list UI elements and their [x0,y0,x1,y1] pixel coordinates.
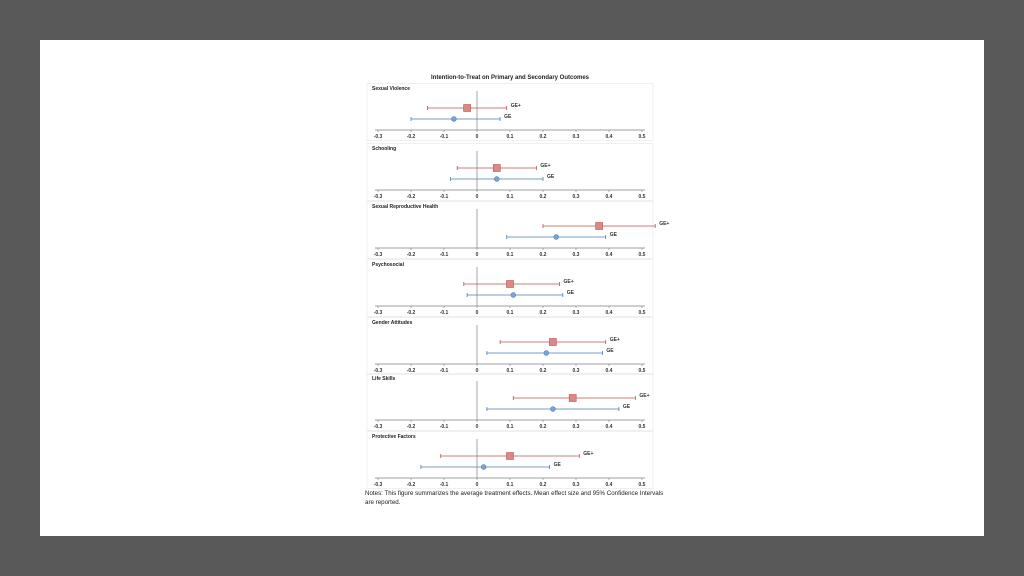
series-label: GE [553,462,561,468]
forest-plot-figure [365,73,670,513]
x-tick-label: -0.3 [373,134,383,140]
x-tick-label: 0.1 [506,134,514,140]
panel-life-skills [365,373,655,431]
x-tick-label: -0.1 [439,482,449,488]
x-tick-label: 0.2 [539,134,547,140]
panel-sexual-violence [365,83,655,141]
x-tick-label: -0.3 [373,424,383,430]
chart-title: Intention-to-Treat on Primary and Secondary Outcomes [430,75,590,81]
panel-psychosocial [365,259,655,317]
series-label: GE+ [659,221,670,227]
x-tick-label: 0.5 [638,310,646,316]
x-tick-label: 0 [475,252,479,258]
mean-marker-square [507,453,514,460]
panel-title: Life Skills [372,376,396,382]
mean-marker-circle [452,117,457,122]
series-label: GE [622,404,631,410]
x-tick-label: -0.1 [439,368,449,374]
x-tick-label: 0.5 [638,482,646,488]
x-tick-label: 0.5 [638,424,646,430]
panel-protective-factors [365,431,655,489]
mean-marker-circle [551,407,556,412]
x-tick-label: 0 [475,134,479,140]
x-tick-label: 0.4 [605,368,613,374]
mean-marker-square [569,395,576,402]
x-tick-label: 0.3 [572,368,580,374]
panel-gender-attitudes [365,317,655,375]
x-tick-label: 0.4 [605,194,613,200]
series-label: GE+ [639,393,650,399]
x-tick-label: -0.1 [439,310,449,316]
x-tick-label: 0.4 [605,482,613,488]
x-tick-label: 0.3 [572,310,580,316]
panel-title: Sexual Violence [372,86,410,92]
mean-marker-square [507,281,514,288]
x-tick-label: 0.2 [539,252,547,258]
panel-title: Protective Factors [372,434,416,440]
x-tick-label: 0 [475,482,479,488]
mean-marker-circle [494,177,499,182]
series-label: GE+ [609,337,620,343]
x-tick-label: 0.4 [605,134,613,140]
series-label: GE+ [563,279,574,285]
x-tick-label: 0 [475,310,479,316]
x-tick-label: 0.2 [539,194,547,200]
x-tick-label: -0.3 [373,252,383,258]
x-tick-label: -0.1 [439,424,449,430]
series-label: GE+ [540,163,551,169]
x-tick-label: 0.1 [506,424,514,430]
x-tick-label: 0.4 [605,310,613,316]
x-tick-label: 0.1 [506,482,514,488]
x-tick-label: -0.2 [406,134,416,140]
mean-marker-square [493,165,500,172]
series-label: GE [566,290,575,296]
x-tick-label: 0.5 [638,368,646,374]
x-tick-label: -0.3 [373,368,383,374]
series-label: GE [504,114,512,120]
x-tick-label: -0.3 [373,194,383,200]
x-tick-label: -0.2 [406,424,416,430]
x-tick-label: 0.1 [506,194,514,200]
x-tick-label: -0.2 [406,310,416,316]
x-tick-label: 0.1 [506,310,514,316]
x-tick-label: -0.1 [439,252,449,258]
x-tick-label: 0.3 [572,424,580,430]
x-tick-label: 0.2 [539,482,547,488]
x-tick-label: 0.2 [539,368,547,374]
x-tick-label: -0.2 [406,252,416,258]
panel-title: Gender Attitudes [372,320,413,326]
x-tick-label: -0.3 [373,310,383,316]
mean-marker-circle [554,235,559,240]
series-label: GE [547,174,555,180]
x-tick-label: -0.2 [406,482,416,488]
panel-svg [365,143,655,201]
x-tick-label: 0 [475,194,479,200]
mean-marker-circle [544,351,549,356]
series-label: GE [609,232,617,238]
panel-title: Schooling [372,146,397,152]
panel-schooling [365,143,655,201]
mean-marker-square [596,223,603,230]
panel-sexual-reproductive-health [365,201,670,259]
x-tick-label: 0.3 [572,482,580,488]
x-tick-label: 0.5 [638,134,646,140]
x-tick-label: -0.1 [439,194,449,200]
x-tick-label: 0.3 [572,194,580,200]
x-tick-label: 0.2 [539,424,547,430]
x-tick-label: 0.3 [572,134,580,140]
x-tick-label: 0.4 [605,252,613,258]
x-tick-label: 0.1 [506,252,514,258]
x-tick-label: -0.3 [373,482,383,488]
x-tick-label: 0 [475,424,479,430]
mean-marker-square [549,339,556,346]
x-tick-label: -0.2 [406,194,416,200]
panel-title: Psychosocial [372,262,404,268]
x-tick-label: 0.5 [638,194,646,200]
x-tick-label: -0.2 [406,368,416,374]
panel-svg [365,259,655,317]
panel-svg [365,373,655,431]
x-tick-label: 0.1 [506,368,514,374]
series-label: GE [606,348,614,354]
x-tick-label: 0 [475,368,479,374]
x-tick-label: 0.5 [638,252,646,258]
mean-marker-square [464,105,471,112]
series-label: GE+ [510,103,521,109]
x-tick-label: 0.4 [605,424,613,430]
x-tick-label: 0.2 [539,310,547,316]
figure-notes: Notes: This figure summarizes the average treatment effects. Mean effect size and 95% Confidence Intervals are reported. [365,490,664,506]
series-label: GE+ [583,451,594,457]
panel-title: Sexual Reproductive Health [372,204,439,210]
mean-marker-circle [481,465,486,470]
x-tick-label: -0.1 [439,134,449,140]
x-tick-label: 0.3 [572,252,580,258]
mean-marker-circle [511,293,516,298]
